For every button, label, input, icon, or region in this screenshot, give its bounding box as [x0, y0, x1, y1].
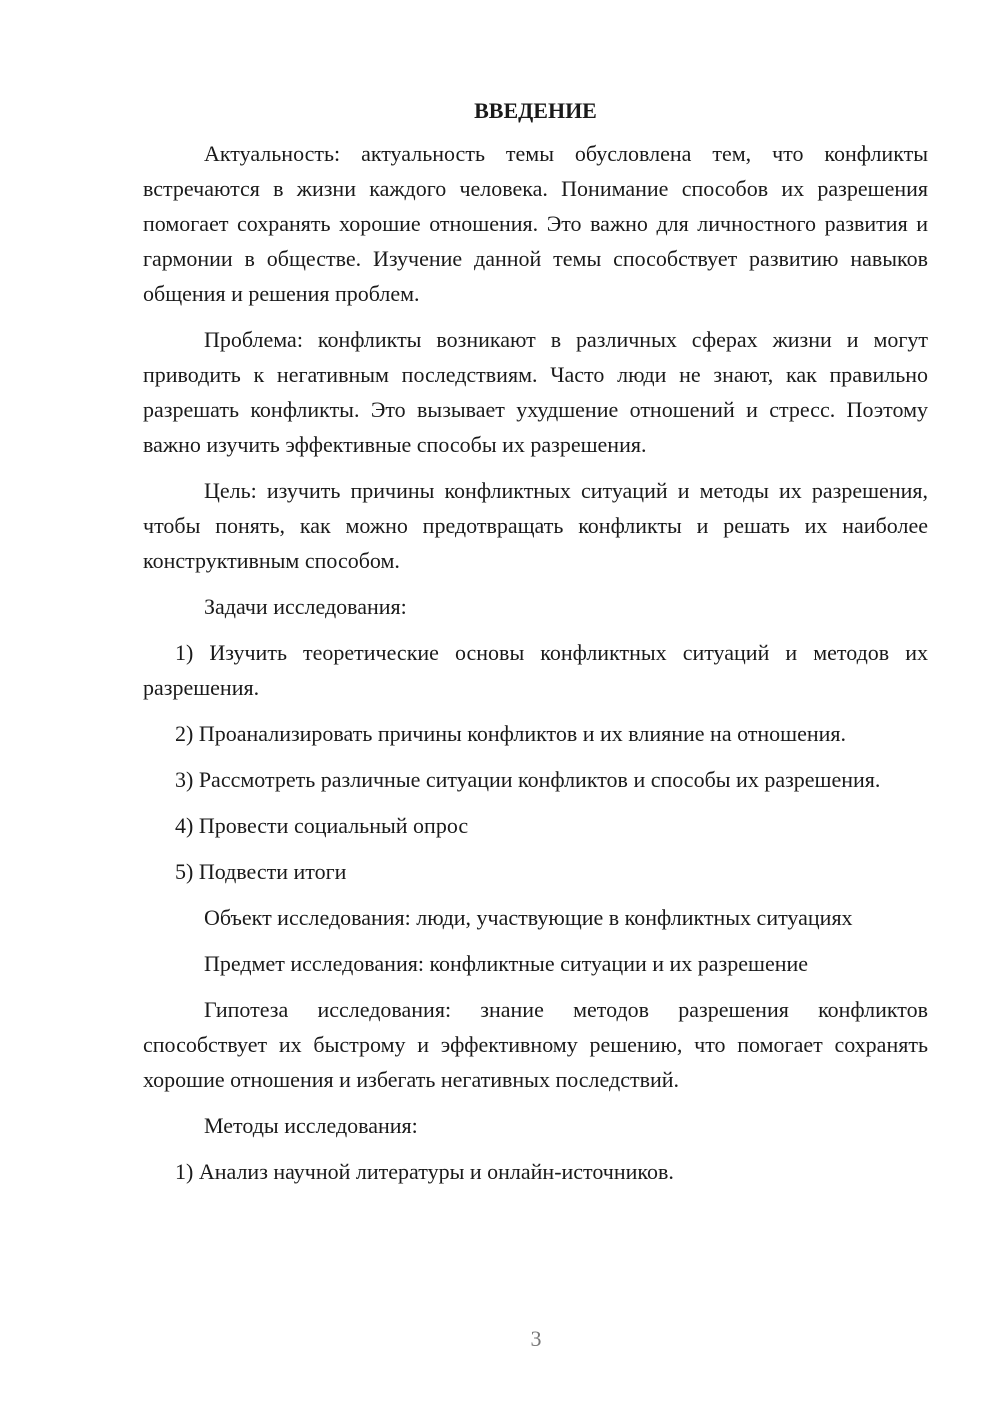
page-number: 3 [530, 1326, 542, 1351]
task-item-5: 5) Подвести итоги [175, 859, 347, 884]
method-item-1: 1) Анализ научной литературы и онлайн-источников. [175, 1159, 674, 1184]
tasks-heading: Задачи исследования: [204, 594, 407, 619]
subject-paragraph: Предмет исследования: конфликтные ситуации и их разрешение [204, 951, 809, 976]
task-item-4: 4) Провести социальный опрос [175, 813, 469, 838]
hypothesis-paragraph: Гипотеза исследования: знание методов разрешения конфликтов способствует их быстрому и эффективному решению, что помогает сохранять хорошие отношения и избегать негативных последствий. [143, 997, 928, 1092]
object-paragraph: Объект исследования: люди, участвующие в конфликтных ситуациях [204, 905, 853, 930]
task-item-2: 2) Проанализировать причины конфликтов и их влияние на отношения. [175, 721, 847, 746]
page-content [143, 96, 928, 1200]
section-title: ВВЕДЕНИЕ [474, 98, 597, 123]
goal-paragraph: Цель: изучить причины конфликтных ситуаций и методы их разрешения, чтобы понять, как можно предотвращать конфликты и решать их наиболее конструктивным способом. [143, 478, 928, 573]
problem-paragraph: Проблема: конфликты возникают в различных сферах жизни и могут приводить к негативным последствиям. Часто люди не знают, как правильно разрешать конфликты. Это вызывает ухудшение отношений и стресс. Поэтому важно изучить эффективные способы их разрешения. [143, 327, 928, 457]
task-item-1: 1) Изучить теоретические основы конфликтных ситуаций и методов их разрешения. [143, 640, 928, 700]
task-item-3: 3) Рассмотреть различные ситуации конфликтов и способы их разрешения. [175, 767, 881, 792]
methods-heading: Методы исследования: [204, 1113, 418, 1138]
relevance-paragraph: Актуальность: актуальность темы обусловлена тем, что конфликты встречаются в жизни каждого человека. Понимание способов их разрешения помогает сохранять хорошие отношения. Это важно для личностного развития и гармонии в обществе. Изучение данной темы способствует развитию навыков общения и решения проблем. [143, 141, 928, 306]
